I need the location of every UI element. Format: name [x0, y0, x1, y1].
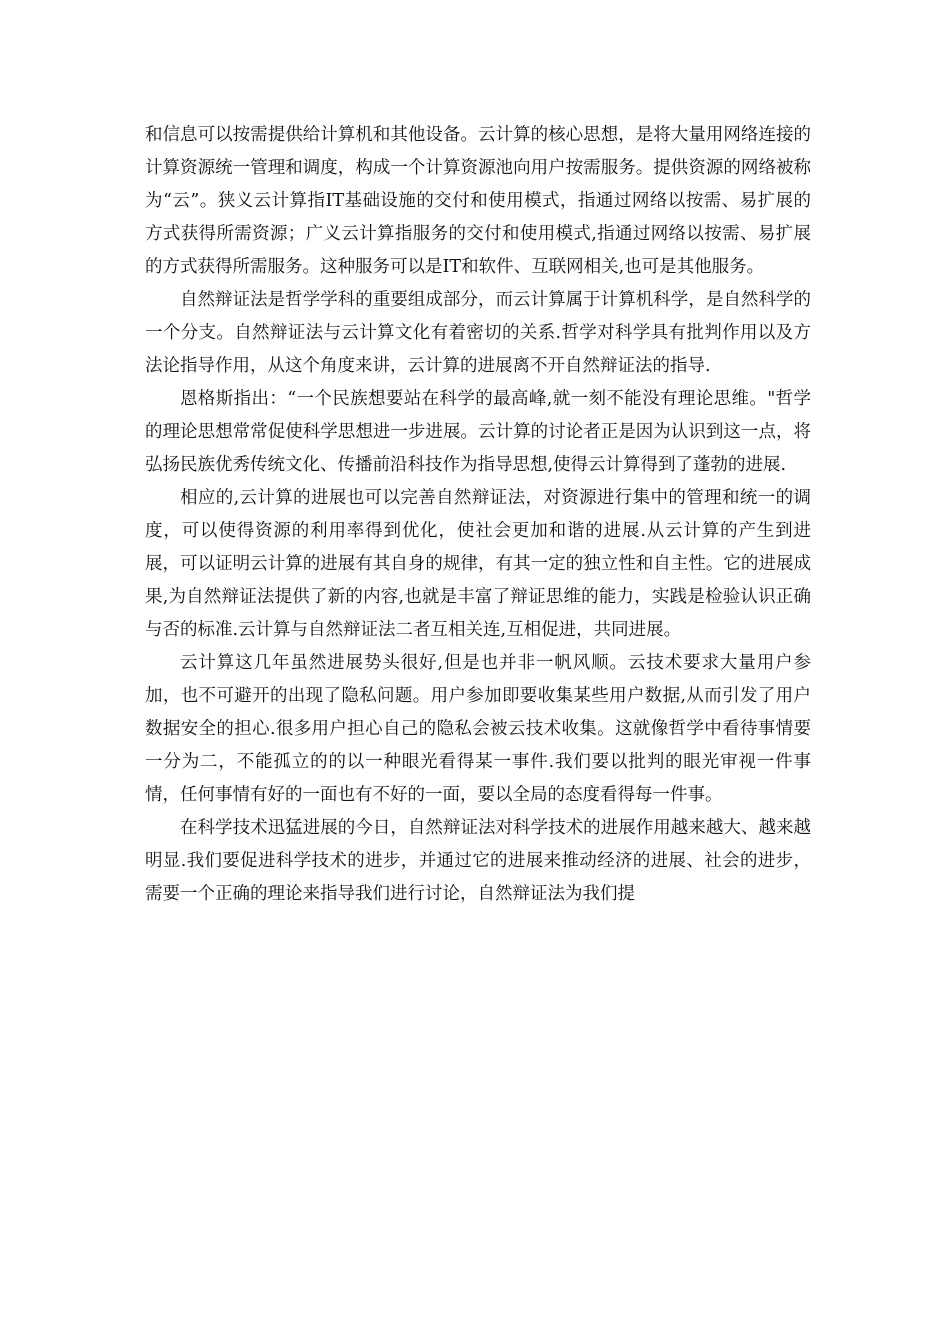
paragraph-cloud-improves-dialectics: 相应的,云计算的进展也可以完善自然辩证法，对资源进行集中的管理和统一的调度，可以使得资源的利用率得到优化，使社会更加和谐的进展.从云计算的产生到进展，可以证明云计算的进展有其自身的规律，有其一定的独立性和自主性。它的进展成果,为自然辩证法提供了新的内容,也就是丰富了辩证思维的能力，实践是检验认识正确与否的标准.云计算与自然辩证法二者互相关连,互相促进，共同进展。 [145, 488, 811, 640]
paragraph-engels-quote: 恩格斯指出：“一个民族想要站在科学的最高峰,就一刻不能没有理论思维。"哲学的理论思想常常促使科学思想进一步进展。云计算的讨论者正是因为认识到这一点，将弘扬民族优秀传统文化、传播前沿科技作为指导思想,使得云计算得到了蓬勃的进展. [145, 389, 811, 475]
paragraph-science-technology: 在科学技术迅猛进展的今日，自然辩证法对科学技术的进展作用越来越大、越来越明显.我们要促进科学技术的进步，并通过它的进展来推动经济的进展、社会的进步，需要一个正确的理论来指导我们进行讨论，自然辩证法为我们提 [145, 818, 811, 904]
paragraph-continuation: 和信息可以按需提供给计算机和其他设备。云计算的核心思想，是将大量用网络连接的计算资源统一管理和调度，构成一个计算资源池向用户按需服务。提供资源的网络被称为“云”。狭义云计算指IT基础设施的交付和使用模式，指通过网络以按需、易扩展的方式获得所需资源；广义云计算指服务的交付和使用模式,指通过网络以按需、易扩展的方式获得所需服务。这种服务可以是IT和软件、互联网相关,也可是其他服务。 [145, 125, 811, 277]
paragraph-dialectics-and-cloud: 自然辩证法是哲学学科的重要组成部分，而云计算属于计算机科学，是自然科学的一个分支。自然辩证法与云计算文化有着密切的关系.哲学对科学具有批判作用以及方法论指导作用，从这个角度来讲，云计算的进展离不开自然辩证法的指导. [145, 290, 811, 376]
document-body [145, 119, 811, 911]
paragraph-privacy-issue: 云计算这几年虽然进展势头很好,但是也并非一帆风顺。云技术要求大量用户参加，也不可避开的出现了隐私问题。用户参加即要收集某些用户数据,从而引发了用户数据安全的担心.很多用户担心自己的隐私会被云技术收集。这就像哲学中看待事情要一分为二，不能孤立的的以一种眼光看得某一事件.我们要以批判的眼光审视一件事情，任何事情有好的一面也有不好的一面，要以全局的态度看得每一件事。 [145, 653, 811, 805]
